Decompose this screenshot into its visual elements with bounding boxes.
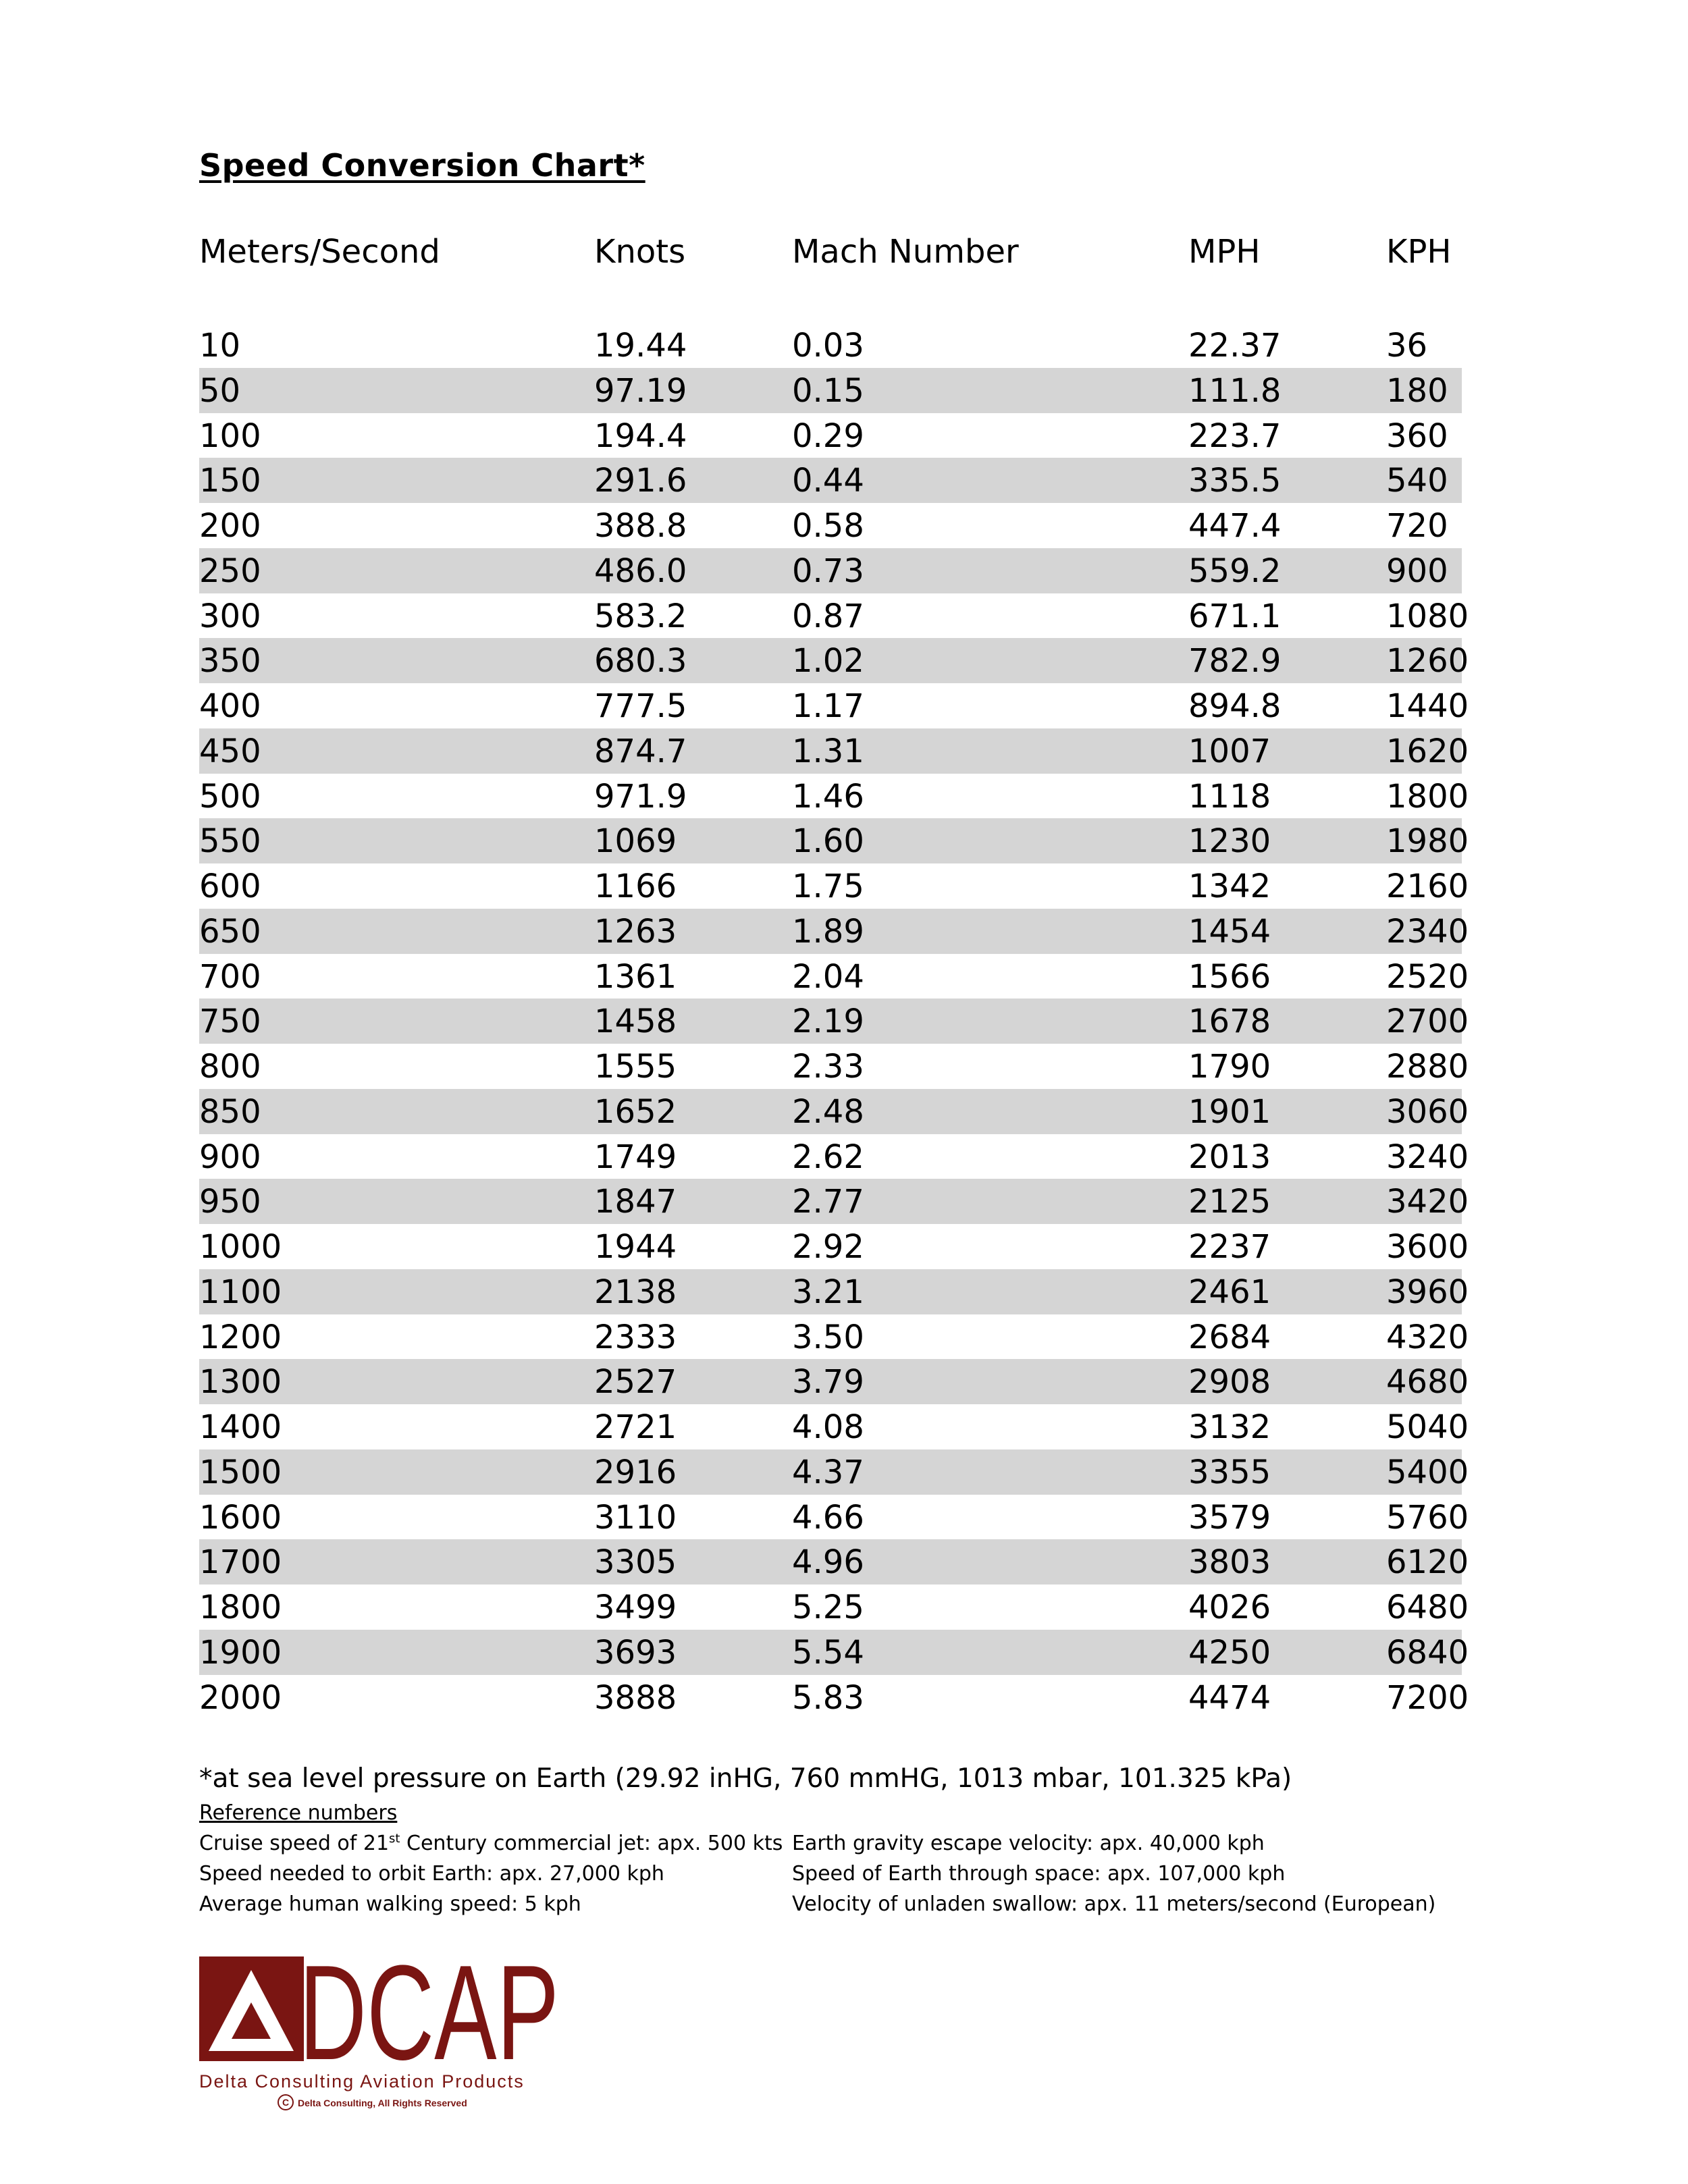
cell-mach-number: 1.02	[792, 642, 864, 681]
cell-meters-second: 500	[199, 777, 261, 816]
table-row	[199, 458, 1462, 503]
table-row	[199, 1179, 1469, 1224]
cell-meters-second: 1600	[199, 1498, 282, 1537]
cell-mph: 2908	[1188, 1363, 1271, 1402]
cell-mph: 22.37	[1188, 327, 1282, 365]
cell-mph: 1566	[1188, 957, 1271, 996]
table-row	[199, 1134, 1469, 1179]
cell-mph: 2237	[1188, 1228, 1271, 1266]
cell-mach-number: 0.15	[792, 371, 864, 410]
cell-knots: 1166	[594, 868, 677, 905]
table-row	[199, 503, 1462, 548]
cell-meters-second: 50	[199, 371, 241, 410]
cell-knots: 3305	[594, 1543, 677, 1582]
cell-kph: 1800	[1386, 777, 1469, 816]
cell-mph: 671.1	[1188, 597, 1282, 635]
cell-mph: 4474	[1188, 1678, 1271, 1717]
cell-mph: 3579	[1188, 1498, 1271, 1537]
cell-meters-second: 900	[199, 1138, 261, 1176]
table-row	[199, 1584, 1469, 1630]
cell-knots: 388.8	[594, 507, 687, 545]
cell-mph: 3803	[1188, 1543, 1271, 1582]
copyright-letter: C	[282, 2097, 290, 2108]
logo-copyright: Delta Consulting, All Rights Reserved	[298, 2098, 467, 2108]
reference-orbit-speed: Speed needed to orbit Earth: apx. 27,000 kph	[199, 1862, 664, 1886]
cell-kph: 2880	[1386, 1048, 1469, 1086]
reference-swallow-velocity: Velocity of unladen swallow: apx. 11 meters/second (European)	[792, 1892, 1436, 1916]
cell-knots: 2721	[594, 1408, 677, 1446]
cell-mph: 4250	[1188, 1633, 1271, 1672]
table-row	[199, 1539, 1469, 1584]
table-row	[199, 1044, 1469, 1089]
cell-knots: 1944	[594, 1228, 677, 1266]
cell-mph: 559.2	[1188, 552, 1282, 590]
cell-mach-number: 3.79	[792, 1363, 864, 1402]
column-header-meters-second: Meters/Second	[199, 233, 440, 271]
reference-cruise-ordinal: st	[389, 1832, 400, 1846]
cell-knots: 3693	[594, 1633, 677, 1672]
cell-mach-number: 2.04	[792, 957, 864, 996]
cell-mach-number: 3.50	[792, 1318, 864, 1356]
table-row	[199, 774, 1469, 819]
cell-knots: 2527	[594, 1363, 677, 1402]
footnote: *at sea level pressure on Earth (29.92 inHG, 760 mmHG, 1013 mbar, 101.325 kPa)	[199, 1763, 1292, 1794]
cell-mach-number: 0.58	[792, 507, 864, 545]
table-row	[199, 548, 1462, 593]
cell-meters-second: 1300	[199, 1363, 282, 1402]
cell-mph: 1790	[1188, 1048, 1271, 1086]
cell-meters-second: 650	[199, 912, 261, 951]
cell-meters-second: 10	[199, 327, 241, 365]
cell-mach-number: 1.46	[792, 777, 864, 816]
cell-kph: 1080	[1386, 597, 1469, 635]
cell-meters-second: 100	[199, 417, 261, 455]
cell-kph: 3420	[1386, 1183, 1469, 1221]
table-row	[199, 818, 1469, 863]
cell-kph: 7200	[1386, 1678, 1469, 1717]
cell-mach-number: 5.54	[792, 1633, 864, 1672]
cell-mach-number: 4.37	[792, 1453, 864, 1491]
cell-knots: 3110	[594, 1498, 677, 1537]
cell-mach-number: 1.75	[792, 868, 864, 905]
cell-meters-second: 550	[199, 822, 261, 861]
conversion-table	[199, 323, 1469, 1720]
cell-meters-second: 250	[199, 552, 261, 590]
cell-mach-number: 0.44	[792, 462, 864, 500]
cell-meters-second: 1100	[199, 1273, 282, 1311]
cell-knots: 1555	[594, 1048, 677, 1086]
cell-mach-number: 0.73	[792, 552, 864, 590]
cell-mph: 447.4	[1188, 507, 1282, 545]
cell-knots: 583.2	[594, 597, 687, 635]
table-row	[199, 368, 1462, 413]
logo-wordmark: DCAP	[299, 1956, 559, 2088]
cell-kph: 1620	[1386, 732, 1469, 770]
cell-kph: 1440	[1386, 687, 1469, 725]
cell-mph: 2013	[1188, 1138, 1271, 1176]
cell-mach-number: 5.25	[792, 1589, 864, 1626]
table-row	[199, 323, 1462, 368]
cell-meters-second: 2000	[199, 1678, 282, 1717]
reference-heading: Reference numbers	[199, 1801, 398, 1825]
cell-kph: 6480	[1386, 1589, 1469, 1626]
cell-meters-second: 350	[199, 642, 261, 681]
cell-kph: 4680	[1386, 1363, 1469, 1402]
cell-mph: 2461	[1188, 1273, 1271, 1311]
cell-meters-second: 1500	[199, 1453, 282, 1491]
cell-meters-second: 1400	[199, 1408, 282, 1446]
table-row	[199, 593, 1469, 639]
cell-meters-second: 1900	[199, 1633, 282, 1672]
cell-kph: 2340	[1386, 912, 1469, 951]
cell-mph: 1901	[1188, 1092, 1271, 1131]
cell-kph: 5400	[1386, 1453, 1469, 1491]
cell-meters-second: 150	[199, 462, 261, 500]
cell-mph: 782.9	[1188, 642, 1282, 681]
reference-earth-space-speed: Speed of Earth through space: apx. 107,000 kph	[792, 1862, 1286, 1886]
cell-mach-number: 4.66	[792, 1498, 864, 1537]
dcap-logo	[199, 1956, 564, 2119]
cell-mph: 1678	[1188, 1003, 1271, 1041]
cell-mph: 1118	[1188, 777, 1271, 816]
cell-knots: 1749	[594, 1138, 677, 1176]
table-row	[199, 909, 1469, 954]
cell-meters-second: 200	[199, 507, 261, 545]
cell-meters-second: 1200	[199, 1318, 282, 1356]
cell-meters-second: 850	[199, 1092, 261, 1131]
cell-kph: 2700	[1386, 1003, 1469, 1041]
cell-mach-number: 4.08	[792, 1408, 864, 1446]
cell-knots: 1652	[594, 1092, 677, 1131]
column-header-knots: Knots	[594, 233, 686, 271]
cell-mph: 3132	[1188, 1408, 1271, 1446]
cell-meters-second: 950	[199, 1183, 261, 1221]
cell-kph: 1980	[1386, 822, 1469, 861]
cell-knots: 19.44	[594, 327, 687, 365]
cell-knots: 1361	[594, 957, 677, 996]
column-header-mph: MPH	[1188, 233, 1261, 271]
cell-mph: 1454	[1188, 912, 1271, 951]
cell-kph: 4320	[1386, 1318, 1469, 1356]
cell-meters-second: 700	[199, 957, 261, 996]
cell-kph: 540	[1386, 462, 1448, 500]
cell-knots: 194.4	[594, 417, 687, 455]
reference-cruise-text-start: Cruise speed of 21	[199, 1832, 390, 1855]
cell-knots: 971.9	[594, 777, 687, 816]
cell-knots: 1847	[594, 1183, 677, 1221]
cell-kph: 2520	[1386, 957, 1469, 996]
table-row	[199, 1404, 1469, 1449]
page-title: Speed Conversion Chart*	[199, 147, 645, 184]
table-row	[199, 1359, 1469, 1404]
cell-knots: 2138	[594, 1273, 677, 1311]
cell-knots: 97.19	[594, 371, 687, 410]
table-row	[199, 863, 1469, 909]
cell-meters-second: 750	[199, 1003, 261, 1041]
cell-kph: 1260	[1386, 642, 1469, 681]
table-row	[199, 1675, 1469, 1720]
cell-meters-second: 450	[199, 732, 261, 770]
cell-kph: 3960	[1386, 1273, 1469, 1311]
cell-mach-number: 0.29	[792, 417, 864, 455]
cell-mach-number: 3.21	[792, 1273, 864, 1311]
cell-mph: 335.5	[1188, 462, 1282, 500]
cell-knots: 1069	[594, 822, 677, 861]
cell-kph: 5760	[1386, 1498, 1469, 1537]
cell-mach-number: 2.19	[792, 1003, 864, 1041]
cell-mach-number: 2.48	[792, 1092, 864, 1131]
cell-kph: 6840	[1386, 1633, 1469, 1672]
cell-meters-second: 400	[199, 687, 261, 725]
cell-mach-number: 1.60	[792, 822, 864, 861]
reference-walking-speed: Average human walking speed: 5 kph	[199, 1892, 581, 1916]
cell-meters-second: 1000	[199, 1228, 282, 1266]
cell-kph: 5040	[1386, 1408, 1469, 1446]
table-row	[199, 1089, 1469, 1134]
cell-mach-number: 1.89	[792, 912, 864, 951]
cell-knots: 680.3	[594, 642, 687, 681]
cell-knots: 777.5	[594, 687, 687, 725]
cell-mach-number: 1.31	[792, 732, 864, 770]
cell-knots: 2916	[594, 1453, 677, 1491]
cell-meters-second: 1800	[199, 1589, 282, 1626]
cell-mach-number: 4.96	[792, 1543, 864, 1582]
reference-escape-velocity: Earth gravity escape velocity: apx. 40,000 kph	[792, 1832, 1265, 1855]
cell-knots: 1263	[594, 912, 677, 951]
reference-cruise-text-end: Century commercial jet: apx. 500 kts	[400, 1832, 783, 1855]
cell-knots: 2333	[594, 1318, 677, 1356]
cell-mach-number: 1.17	[792, 687, 864, 725]
table-row	[199, 728, 1469, 774]
table-row	[199, 1449, 1469, 1495]
column-header-kph: KPH	[1386, 233, 1452, 271]
cell-mph: 1342	[1188, 868, 1271, 905]
table-header	[199, 233, 1472, 280]
table-row	[199, 1314, 1469, 1360]
cell-kph: 36	[1386, 327, 1428, 365]
cell-mph: 2125	[1188, 1183, 1271, 1221]
table-row	[199, 638, 1469, 683]
logo-company-name: Delta Consulting Aviation Products	[199, 2071, 525, 2092]
cell-meters-second: 600	[199, 868, 261, 905]
table-row	[199, 1224, 1469, 1269]
cell-meters-second: 800	[199, 1048, 261, 1086]
cell-meters-second: 1700	[199, 1543, 282, 1582]
table-row	[199, 998, 1469, 1044]
cell-knots: 291.6	[594, 462, 687, 500]
cell-mach-number: 2.77	[792, 1183, 864, 1221]
table-row	[199, 413, 1462, 458]
cell-kph: 900	[1386, 552, 1448, 590]
cell-knots: 3499	[594, 1589, 677, 1626]
cell-mph: 3355	[1188, 1453, 1271, 1491]
table-row	[199, 1630, 1469, 1675]
cell-mph: 2684	[1188, 1318, 1271, 1356]
cell-mach-number: 2.33	[792, 1048, 864, 1086]
table-row	[199, 683, 1469, 728]
table-row	[199, 1269, 1469, 1314]
cell-kph: 3240	[1386, 1138, 1469, 1176]
cell-kph: 720	[1386, 507, 1448, 545]
cell-mph: 111.8	[1188, 371, 1282, 410]
table-row	[199, 1495, 1469, 1540]
cell-meters-second: 300	[199, 597, 261, 635]
cell-kph: 2160	[1386, 868, 1469, 905]
cell-kph: 3060	[1386, 1092, 1469, 1131]
cell-kph: 360	[1386, 417, 1448, 455]
cell-mach-number: 0.03	[792, 327, 864, 365]
cell-mach-number: 2.92	[792, 1228, 864, 1266]
cell-mach-number: 0.87	[792, 597, 864, 635]
reference-cruise-speed	[199, 1832, 783, 1855]
cell-knots: 1458	[594, 1003, 677, 1041]
cell-mph: 4026	[1188, 1589, 1271, 1626]
cell-mph: 223.7	[1188, 417, 1282, 455]
cell-kph: 180	[1386, 371, 1448, 410]
cell-knots: 3888	[594, 1678, 677, 1717]
table-row	[199, 954, 1469, 999]
cell-mph: 1007	[1188, 732, 1271, 770]
cell-kph: 6120	[1386, 1543, 1469, 1582]
cell-mach-number: 2.62	[792, 1138, 864, 1176]
cell-knots: 874.7	[594, 732, 687, 770]
cell-mach-number: 5.83	[792, 1678, 864, 1717]
cell-kph: 3600	[1386, 1228, 1469, 1266]
column-header-mach-number: Mach Number	[792, 233, 1019, 271]
cell-mph: 894.8	[1188, 687, 1282, 725]
cell-mph: 1230	[1188, 822, 1271, 861]
cell-knots: 486.0	[594, 552, 687, 590]
